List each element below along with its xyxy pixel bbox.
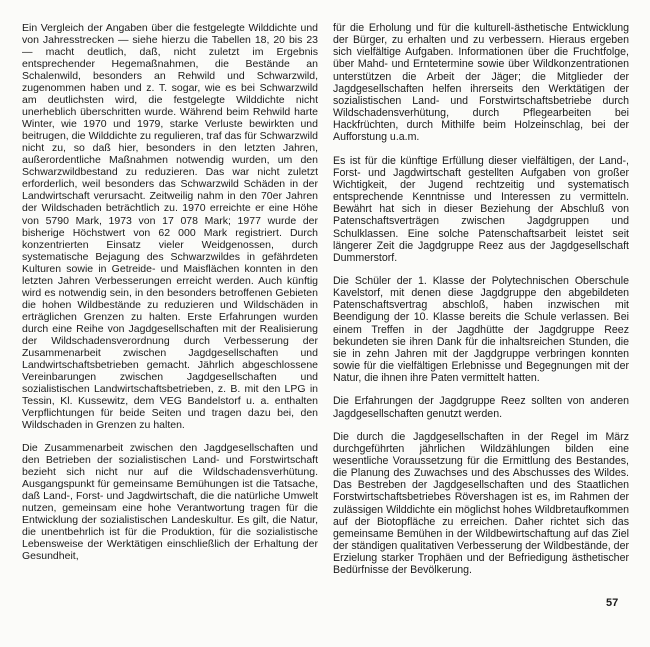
paragraph: Die Schüler der 1. Klasse der Polytechnischen Oberschule Kavelstorf, mit denen diese Jagdgruppe den abgebildeten Patenschaftsvertrag abschloß, haben inzwischen mit Beendigung der 10. Klasse bereits die Schule verlassen. Bei einem Treffen in der Jagdhütte der Jagdgruppe Reez bekundeten sie ihren Dank für die inhaltsreichen Stunden, die sie in zehn Jahren mit der Jagdgruppe verbringen konnten sowie für die vielfältigen Erlebnisse und Begegnungen mit der Natur, die ihnen ihre Paten vermittelt hatten. — [333, 274, 629, 385]
paragraph: Ein Vergleich der Angaben über die festgelegte Wilddichte und von Jahresstrecken — siehe hierzu die Tabellen 18, 20 bis 23 — macht deutlich, daß, nicht zuletzt im Ergebnis entsprechender Hegemaßnahmen, die Bestände an Schalenwild, besonders an Rehwild und Schwarzwild, zugenommen haben und z. T. sogar, wie es bei Schwarzwild am deutlichsten wird, die festgelegte Wilddichte nicht unerheblich überschritten wurde. Während beim Rehwild harte Winter, wie 1970 und 1979, starke Verluste bewirkten und beitrugen, die Wilddichte zu regulieren, traf das für Schwarzwild nicht zu, so daß hier, besonders in den letzten Jahren, außerordentliche Maßnahmen notwendig wurden, um den Schwarzwildbestand zu reduzieren. Das war nicht zuletzt erforderlich, weil besonders das Schwarzwild Schäden in der Landwirtschaft verursacht. Zeitweilig nahm in den 70er Jahren der Wildschaden beträchtlich zu. 1970 erreichte er eine Höhe von 5790 Mark, 1973 von 17 078 Mark; 1977 wurde der bisherige Höchstwert von 62 000 Mark registriert. Durch konzentrierten Einsatz vieler Weidgenossen, durch systematische Bejagung des Schwarzwildes in gefährdeten Kulturen sowie in Getreide- und Maisflächen konnten in den letzten Jahren Verbesserungen erreicht werden. Auch künftig wird es notwendig sein, in den besonders betroffenen Gebieten die hohen Wildbestände zu reduzieren und Wildschäden in erträglichen Grenzen zu halten. Erste Erfahrungen wurden durch eine Reihe von Jagdgesellschaften mit der Realisierung der Wildschadensverordnung durch Verbesserung der Zusammenarbeit zwischen Jagdgesellschaften und Landwirtschaftsbetrieben gemacht. Jährlich abgeschlossene Vereinbarungen zwischen Jagdgesellschaften und sozialistischen Landwirtschaftsbetrieben, z. B. mit den LPG in Tessin, Kl. Kussewitz, dem VEG Bandelstorf u. a. enthalten Verpflichtungen für beide Seiten und tragen dazu bei, den Wildschaden in Grenzen zu halten. — [22, 22, 318, 432]
paragraph: Die durch die Jagdgesellschaften in der Regel im März durchgeführten jährlichen Wildzählungen bilden eine wesentliche Voraussetzung für die Ermittlung des Bestandes, die Planung des Zuwachses und des Abschusses des Wildes. Das Bestreben der Jagdgesellschaften und des Staatlichen Forstwirtschaftsbetriebes Rövershagen ist es, im Rahmen der zulässigen Wilddichte ein möglichst hohes Wildbretaufkommen auf der Biotopfläche zu erreichen. Daher richtet sich das gemeinsame Bemühen in der Wildbewirtschaftung auf das Ziel der ständigen qualitativen Verbesserung der Wildbestände, der Erzielung starker Trophäen und der Befriedigung ästhetischer Bedürfnisse der Bevölkerung. — [333, 430, 629, 577]
text-column-left — [22, 22, 318, 573]
paragraph: Die Erfahrungen der Jagdgruppe Reez sollten von anderen Jagdgesellschaften genutzt werden. — [333, 395, 629, 420]
paragraph: Die Zusammenarbeit zwischen den Jagdgesellschaften und den Betrieben der sozialistischen Land- und Forstwirtschaft bezieht sich nicht nur auf die Wildschadensverhütung. Ausgangspunkt für gemeinsame Bemühungen ist die Tatsache, daß Land-, Forst- und Jagdwirtschaft, die die natürliche Umwelt nutzen, gemeinsam eine hohe Verantwortung tragen für die Entwicklung der sozialistischen Landeskultur. Es gilt, die Natur, die unentbehrlich ist für die Produktion, für die sozialistische Lebensweise der Werktätigen einschließlich der Erhaltung der Gesundheit, — [22, 442, 318, 563]
paragraph: für die Erholung und für die kulturell-ästhetische Entwicklung der Bürger, zu erhalten und zu verbessern. Hieraus ergeben sich vielfältige Aufgaben. Informationen über die Fruchtfolge, über Mahd- und Erntetermine sowie über Wildkonzentrationen unterstützen die Arbeit der Jäger; die Mitglieder der Jagdgesellschaften helfen ihrerseits den Werktätigen der sozialistischen Land- und Forstwirtschaftsbetriebe durch Wildschadensverhütung, durch Pflegearbeiten bei Hackfrüchten, durch Mithilfe beim Holzeinschlag, bei der Aufforstung u.a.m. — [333, 22, 629, 144]
page-number: 57 — [606, 597, 619, 609]
text-column-right — [333, 22, 629, 588]
paragraph: Es ist für die künftige Erfüllung dieser vielfältigen, der Land-, Forst- und Jagdwirtschaft gestellten Aufgaben von großer Wichtigkeit, der Jugend rechtzeitig und systematisch entsprechende Kenntnisse und Interessen zu vermitteln. Bewährt hat sich in dieser Beziehung der Abschluß von Patenschaftsverträgen zwischen Jagdgruppen und Schulklassen. Eine solche Patenschaftsarbeit leistet seit längerer Zeit die Jagdgruppe Reez aus der Jagdgesellschaft Dummerstorf. — [333, 154, 629, 264]
